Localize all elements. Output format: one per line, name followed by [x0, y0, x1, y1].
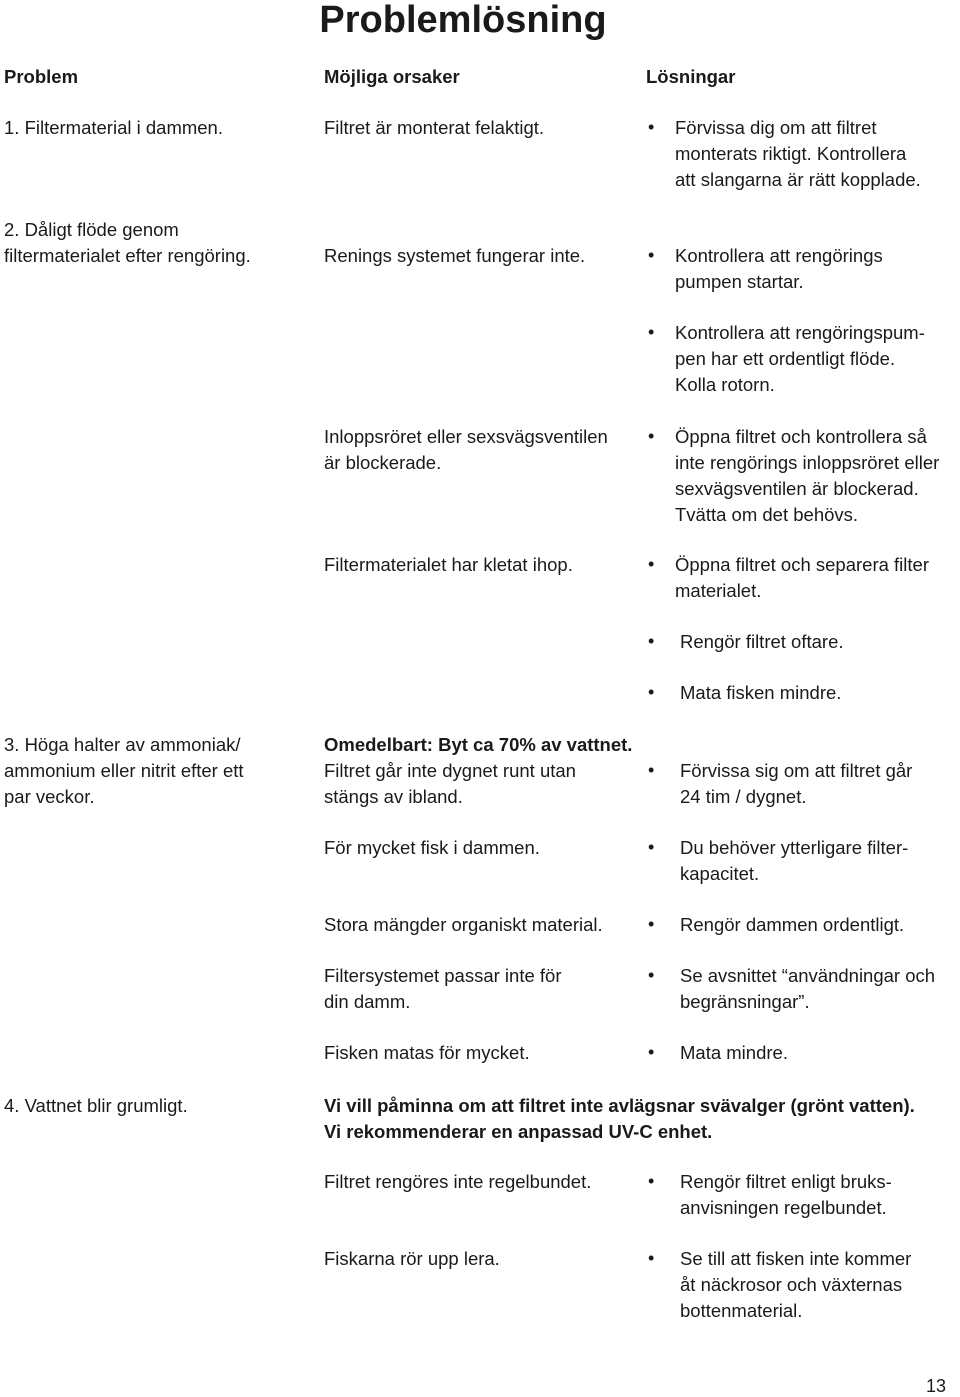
solution-13-line-1: Rengör filtret enligt bruks- — [680, 1171, 892, 1192]
solution-4-line-2: inte rengörings inloppsröret eller — [675, 452, 940, 473]
solution-5-line-2: materialet. — [675, 580, 762, 601]
cause-9: Fisken matas för mycket. — [324, 1042, 530, 1063]
bullet: • — [648, 837, 655, 857]
cause-5-line-3: stängs av ibland. — [324, 786, 463, 807]
solution-12: Mata mindre. — [680, 1042, 788, 1063]
cause-3-line-2: är blockerade. — [324, 452, 442, 473]
solution-3-line-1: Kontrollera att rengöringspum- — [675, 322, 925, 343]
bullet: • — [648, 117, 655, 137]
solution-8-line-2: 24 tim / dygnet. — [680, 786, 807, 807]
cause-6: För mycket fisk i dammen. — [324, 837, 540, 858]
solution-7: Mata fisken mindre. — [680, 682, 842, 703]
cause-4: Filtermaterialet har kletat ihop. — [324, 554, 573, 575]
solution-8-line-1: Förvissa sig om att filtret går — [680, 760, 913, 781]
solution-9-line-2: kapacitet. — [680, 863, 760, 884]
solution-9-line-1: Du behöver ytterligare filter- — [680, 837, 909, 858]
note-line-2: Vi rekommenderar en anpassad UV-C enhet. — [324, 1121, 713, 1142]
bullet: • — [648, 245, 655, 265]
solution-4-line-3: sexvägsventilen är blockerad. — [675, 478, 919, 499]
solution-3-line-3: Kolla rotorn. — [675, 374, 775, 395]
header-causes: Möjliga orsaker — [324, 66, 460, 87]
cause-7: Stora mängder organiskt material. — [324, 914, 603, 935]
problem-2-line-1: 2. Dåligt flöde genom — [4, 219, 179, 240]
problem-3-line-2: ammonium eller nitrit efter ett — [4, 760, 244, 781]
solution-11-line-1: Se avsnittet “användningar och — [680, 965, 936, 986]
solution-2-line-2: pumpen startar. — [675, 271, 804, 292]
solution-14-line-1: Se till att fisken inte kommer — [680, 1248, 912, 1269]
solution-13-line-2: anvisningen regelbundet. — [680, 1197, 887, 1218]
problem-2-line-2: filtermaterialet efter rengöring. — [4, 245, 251, 266]
problem-1: 1. Filtermaterial i dammen. — [4, 117, 223, 138]
solution-2-line-1: Kontrollera att rengörings — [675, 245, 883, 266]
cause-8-line-1: Filtersystemet passar inte för — [324, 965, 562, 986]
bullet: • — [648, 682, 655, 702]
cause-1: Filtret är monterat felaktigt. — [324, 117, 545, 138]
solution-14-line-2: åt näckrosor och växternas — [680, 1274, 903, 1295]
bullet: • — [648, 1248, 655, 1268]
bullet: • — [648, 631, 655, 651]
solution-1-line-2: monterats riktigt. Kontrollera — [675, 143, 907, 164]
solution-5-line-1: Öppna filtret och separera filter — [675, 554, 929, 575]
cause-5-line-1: Omedelbart: Byt ca 70% av vattnet. — [324, 734, 633, 755]
note-line-1: Vi vill påminna om att filtret inte avlägsnar svävalger (grönt vatten). — [324, 1095, 915, 1116]
bullet: • — [648, 760, 655, 780]
solution-1-line-3: att slangarna är rätt kopplade. — [675, 169, 921, 190]
bullet: • — [648, 1171, 655, 1191]
header-solutions: Lösningar — [646, 66, 736, 87]
cause-5-line-2: Filtret går inte dygnet runt utan — [324, 760, 576, 781]
page-number: 13 — [925, 1376, 946, 1396]
bullet: • — [648, 1042, 655, 1062]
solution-3-line-2: pen har ett ordentligt flöde. — [675, 348, 896, 369]
solution-6: Rengör filtret oftare. — [680, 631, 844, 652]
cause-12: Fiskarna rör upp lera. — [324, 1248, 500, 1269]
solution-4-line-1: Öppna filtret och kontrollera så — [675, 426, 927, 447]
solution-1-line-1: Förvissa dig om att filtret — [675, 117, 877, 138]
problem-4: 4. Vattnet blir grumligt. — [4, 1095, 188, 1116]
bullet: • — [648, 914, 655, 934]
problem-3-line-1: 3. Höga halter av ammoniak/ — [4, 734, 241, 755]
solution-10: Rengör dammen ordentligt. — [680, 914, 905, 935]
cause-11: Filtret rengöres inte regelbundet. — [324, 1171, 592, 1192]
cause-3-line-1: Inloppsröret eller sexsvägsventilen — [324, 426, 608, 447]
problem-3-line-3: par veckor. — [4, 786, 95, 807]
bullet: • — [648, 426, 655, 446]
bullet: • — [648, 965, 655, 985]
page-title: Problemlösning — [319, 0, 607, 41]
solution-11-line-2: begränsningar”. — [680, 991, 810, 1012]
bullet: • — [648, 322, 655, 342]
header-problem: Problem — [4, 66, 79, 87]
solution-14-line-3: bottenmaterial. — [680, 1300, 803, 1321]
cause-2: Renings systemet fungerar inte. — [324, 245, 586, 266]
cause-8-line-2: din damm. — [324, 991, 411, 1012]
solution-4-line-4: Tvätta om det behövs. — [675, 504, 859, 525]
bullet: • — [648, 554, 655, 574]
